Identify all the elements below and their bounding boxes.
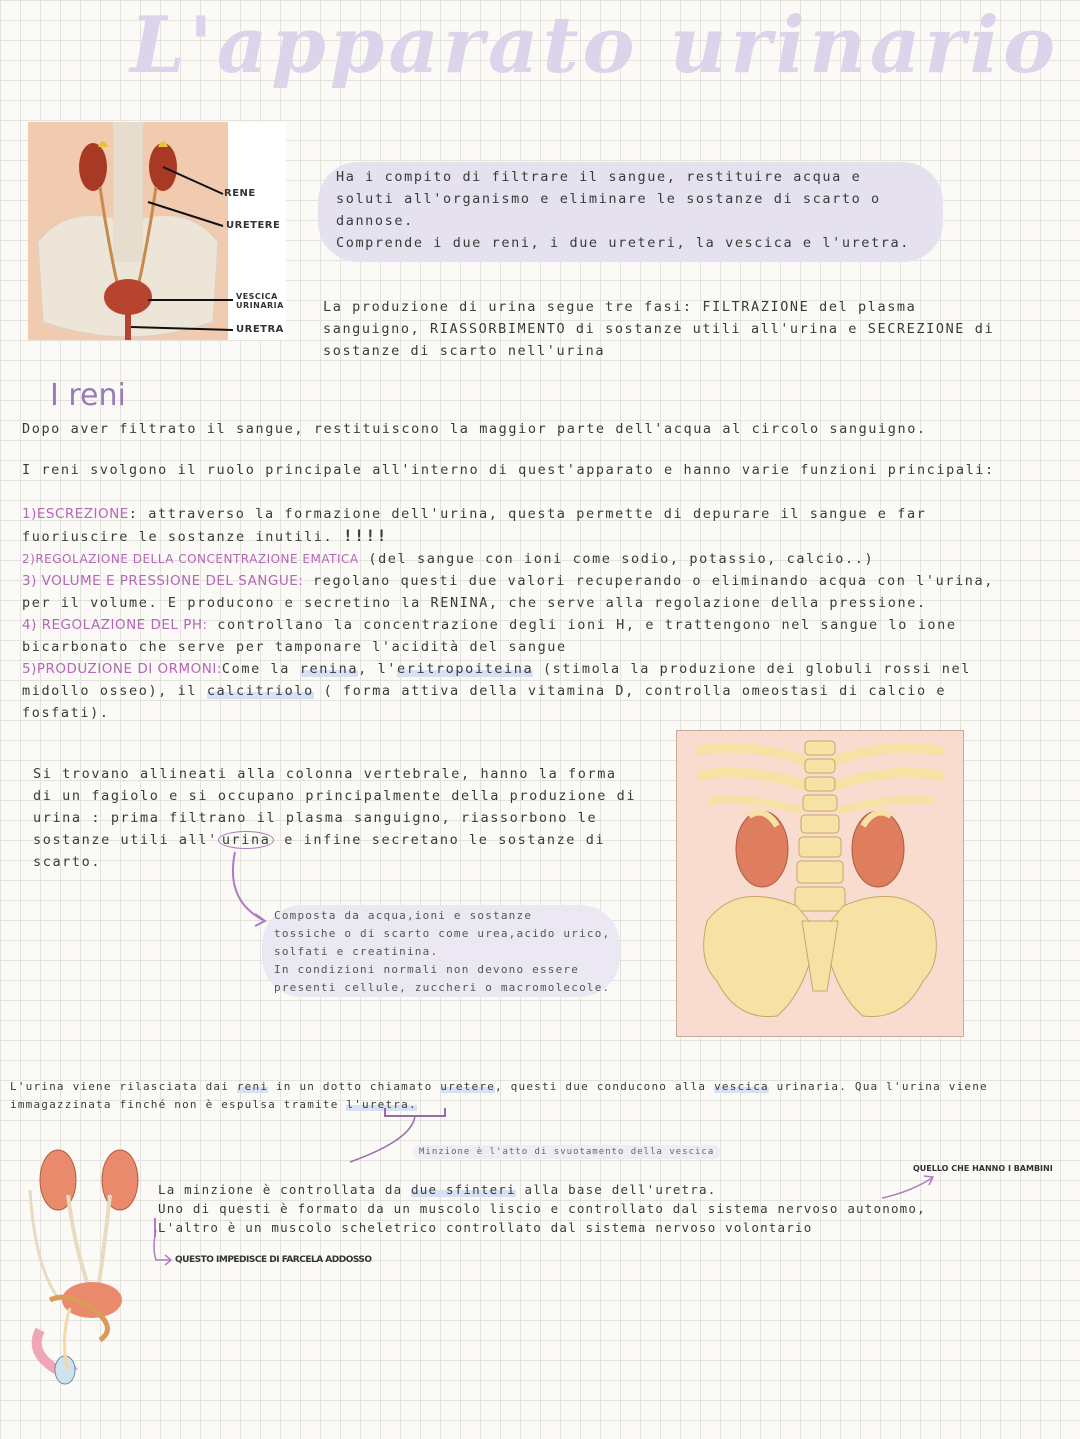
highlight-vescica: vescica — [714, 1080, 769, 1093]
section-heading-reni: I reni — [50, 378, 126, 413]
path-text: , questi due conducono alla — [495, 1080, 715, 1093]
function-5-cont — [22, 680, 1072, 702]
highlight-eritropoiteina: eritropoiteina — [397, 661, 534, 677]
minzione-definition: Minzione è l'atto di svuotamento della vescica — [413, 1145, 720, 1159]
function-1-cont — [22, 525, 1072, 548]
reni-paragraph-2: I reni svolgono il ruolo principale all'interno di quest'apparato e hanno varie funzioni principali: — [22, 462, 995, 478]
position-line: di un fagiolo e si occupano principalmente della produzione di — [33, 788, 637, 804]
function-2 — [22, 548, 1072, 570]
path-line — [10, 1096, 988, 1114]
phases-line: sanguigno, RIASSORBIMENTO di sostanze utili all'urina e SECREZIONE di — [323, 321, 995, 337]
label-uretere: URETERE — [226, 220, 281, 231]
function-text: : attraverso la formazione dell'urina, questa permette di depurare il sangue e far — [128, 506, 927, 522]
phases-line: La produzione di urina segue tre fasi: FILTRAZIONE del plasma — [323, 299, 917, 315]
label-vescica: VESCICA URINARIA — [236, 292, 284, 310]
intro-line: dannose. — [336, 213, 414, 229]
function-text: (stimola la produzione dei globuli rossi nel — [533, 661, 971, 677]
function-text: ( forma attiva della vitamina D, controlla omeostasi di calcio e — [313, 683, 947, 699]
function-label: 5)PRODUZIONE DI ORMONI: — [22, 661, 222, 677]
functions-list — [22, 503, 1072, 724]
minzione-line: L'altro è un muscolo scheletrico controllato dal sistema nervoso volontario — [154, 1218, 926, 1237]
intro-line: Ha i compito di filtrare il sangue, restituire acqua e — [336, 169, 862, 185]
note-line: tossiche o di scarto come urea,acido urico, — [274, 927, 611, 940]
intro-line: soluti all'organismo e eliminare le sostanze di scarto o — [336, 191, 881, 207]
function-label: 2)REGOLAZIONE DELLA CONCENTRAZIONE EMATICA — [22, 552, 359, 566]
function-text: Come la — [221, 661, 300, 677]
function-4 — [22, 614, 1072, 636]
function-text: midollo osseo), il — [22, 683, 207, 699]
highlight-sfinteri: due sfinteri — [411, 1182, 516, 1197]
bracket-connector — [340, 1100, 460, 1170]
highlight-uretere: uretere — [440, 1080, 496, 1093]
function-5 — [22, 658, 1072, 680]
phases-line: sostanze di scarto nell'urina — [323, 343, 606, 359]
minzione-text — [158, 1180, 926, 1237]
function-label: 1)ESCREZIONE — [22, 506, 129, 522]
intro-line: Comprende i due reni, i due ureteri, la vescica e l'uretra. — [336, 235, 910, 251]
function-text: (del sangue con ioni come sodio, potassio, calcio..) — [358, 551, 875, 567]
position-text-part: sostanze utili all' — [33, 832, 218, 848]
function-4-cont: bicarbonato che serve per tamponare l'acidità del sangue — [22, 639, 567, 655]
urinary-system-figure — [28, 122, 286, 340]
note-addosso: QUESTO IMPEDISCE DI FARCELA ADDOSSO — [175, 1255, 372, 1265]
note-line: Composta da acqua,ioni e sostanze — [274, 909, 533, 922]
exclamation-mark: !!!! — [343, 526, 388, 545]
position-line — [33, 829, 636, 851]
arrow-icon — [150, 1228, 178, 1268]
path-line — [10, 1078, 988, 1096]
path-text: L'urina viene rilasciata dai — [10, 1080, 237, 1093]
function-label: 3) VOLUME E PRESSIONE DEL SANGUE: — [22, 573, 304, 589]
minzione-line: Uno di questi è formato da un muscolo liscio e controllato dal sistema nervoso autonomo, — [158, 1201, 926, 1216]
phases-text — [323, 296, 994, 362]
note-line: presenti cellule, zuccheri o macromolecole. — [274, 981, 611, 994]
position-text — [33, 763, 636, 873]
note-line: solfati e creatinina. — [274, 945, 439, 958]
function-text: controllano la concentrazione degli ioni H, e trattengono nel sangue lo ione — [207, 617, 957, 633]
intro-text — [336, 166, 910, 254]
minzione-text-part: alla base dell'uretra. — [515, 1182, 717, 1197]
position-line: Si trovano allineati alla colonna vertebrale, hanno la forma — [33, 766, 617, 782]
label-uretra: URETRA — [236, 324, 284, 335]
side-note-bambini: QUELLO CHE HANNO I BAMBINI — [913, 1164, 1053, 1173]
position-line: scarto. — [33, 854, 102, 870]
urine-composition-note — [274, 907, 610, 997]
minzione-line — [158, 1180, 926, 1199]
function-1 — [22, 503, 1072, 525]
highlight-reni: reni — [236, 1080, 269, 1093]
function-5-end: fosfati). — [22, 705, 110, 721]
function-text: , l' — [358, 661, 398, 677]
function-text: fuoriuscire le sostanze inutili. — [22, 529, 334, 545]
function-text: regolano questi due valori recuperando o eliminando acqua con l'urina, — [303, 573, 994, 589]
highlight-uretra: l'uretra. — [346, 1098, 417, 1111]
circled-urina: urina — [218, 831, 275, 849]
highlight-renina: renina — [299, 661, 359, 677]
position-text-part: e infine secretano le sostanze di — [274, 832, 606, 848]
reni-paragraph-1: Dopo aver filtrato il sangue, restituiscono la maggior parte dell'acqua al circolo sanguigno. — [22, 421, 927, 437]
note-line: In condizioni normali non devono essere — [274, 963, 580, 976]
function-3 — [22, 570, 1072, 592]
path-text: urinaria. Qua l'urina viene — [768, 1080, 988, 1093]
function-3-cont: per il volume. E producono e secretino la RENINA, che serve alla regolazione della pressione. — [22, 595, 927, 611]
urine-path-text — [10, 1078, 988, 1114]
position-line: urina : prima filtrano il plasma sanguigno, riassorbono le — [33, 810, 598, 826]
kidneys-spine-figure — [676, 730, 964, 1037]
label-rene: RENE — [224, 188, 256, 199]
highlight-calcitriolo: calcitriolo — [206, 683, 314, 699]
path-text: in un dotto chiamato — [268, 1080, 441, 1093]
page-title: L'apparato urinario — [130, 0, 1060, 91]
path-text: immagazzinata finché non è espulsa tramite — [10, 1098, 347, 1111]
function-label: 4) REGOLAZIONE DEL PH: — [22, 617, 208, 633]
minzione-text-part: La minzione è controllata da — [158, 1182, 412, 1197]
male-urinary-figure — [20, 1140, 150, 1390]
